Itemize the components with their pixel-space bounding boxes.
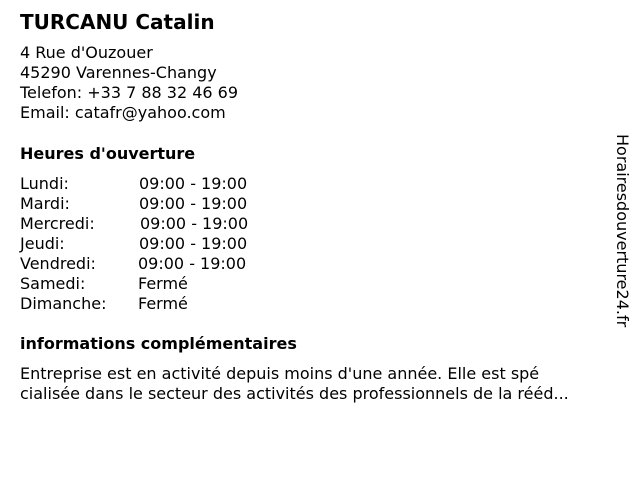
opening-hours-title: Heures d'ouverture [20, 144, 196, 163]
day-label: Mercredi: [20, 214, 95, 233]
city-postcode: 45290 Varennes-Changy [20, 63, 217, 82]
day-label: Mardi: [20, 194, 70, 213]
day-label: Samedi: [20, 274, 86, 293]
time-value: 09:00 - 19:00 [139, 234, 248, 253]
time-value: 09:00 - 19:00 [140, 214, 249, 233]
time-value: 09:00 - 19:00 [139, 194, 248, 213]
day-label: Dimanche: [20, 294, 107, 313]
description-line: cialisée dans le secteur des activités des professionnels de la rééd... [20, 384, 569, 403]
business-name: TURCANU Catalin [20, 10, 215, 34]
description-line: Entreprise est en activité depuis moins d'une année. Elle est spé [20, 364, 540, 383]
business-description [20, 364, 620, 404]
day-label: Vendredi: [20, 254, 96, 273]
day-label: Lundi: [20, 174, 69, 193]
street-address: 4 Rue d'Ouzouer [20, 43, 153, 62]
business-contact [20, 43, 238, 123]
additional-info-title: informations complémentaires [20, 334, 297, 353]
time-value: Fermé [138, 294, 188, 313]
time-value: 09:00 - 19:00 [139, 174, 248, 193]
day-label: Jeudi: [20, 234, 65, 253]
time-value: 09:00 - 19:00 [138, 254, 247, 273]
phone-number: Telefon: +33 7 88 32 46 69 [20, 83, 239, 102]
time-value: Fermé [138, 274, 188, 293]
site-watermark: Horairesdouverture24.fr [613, 134, 632, 328]
email-address: Email: catafr@yahoo.com [20, 103, 226, 122]
